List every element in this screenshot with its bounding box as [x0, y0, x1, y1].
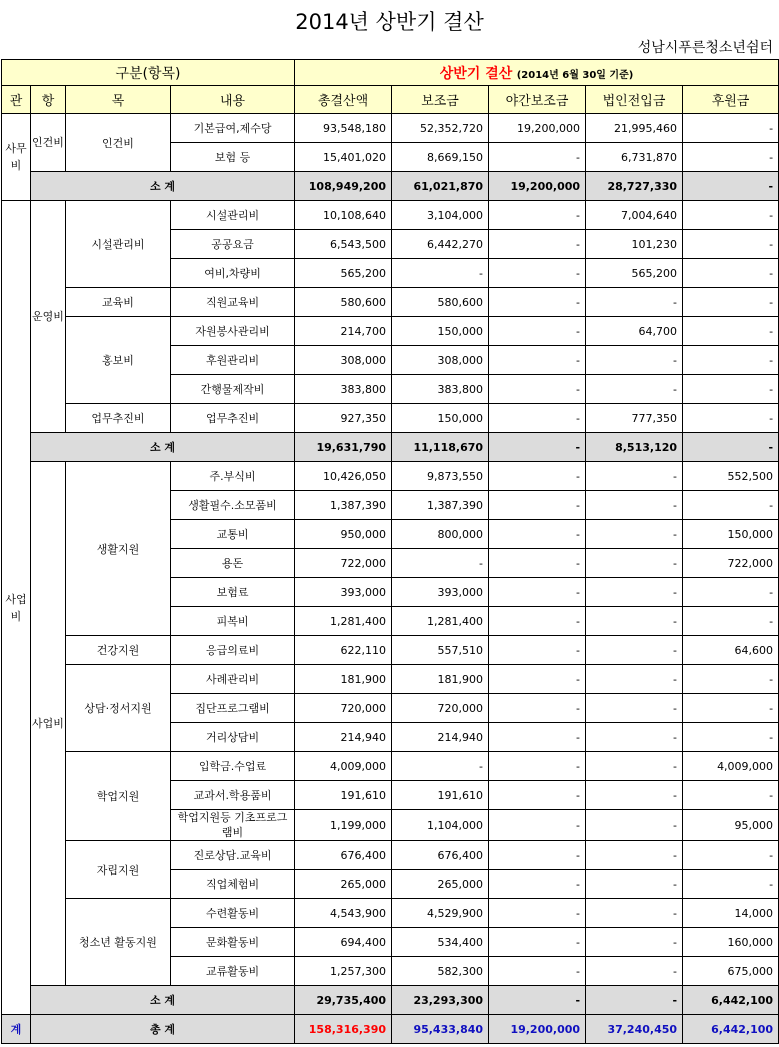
settlement-label: 상반기 결산 — [439, 65, 513, 82]
corp-transfer-amount: - — [586, 752, 683, 781]
item-name: 집단프로그램비 — [171, 694, 295, 723]
subsidy-amount: 1,387,390 — [392, 491, 489, 520]
night-subsidy-amount: - — [489, 752, 586, 781]
mok-health: 건강지원 — [66, 636, 171, 665]
mok-facility: 시설관리비 — [66, 201, 171, 288]
grand-subsidy-amount: 95,433,840 — [392, 1015, 489, 1044]
total-amount: 580,600 — [295, 288, 392, 317]
subsidy-amount: 1,281,400 — [392, 607, 489, 636]
item-name: 보험료 — [171, 578, 295, 607]
total-amount: 29,735,400 — [295, 986, 392, 1015]
section-office: 사무비 — [2, 114, 31, 201]
donation-amount: - — [683, 781, 779, 810]
donation-amount: - — [683, 694, 779, 723]
grand-total-gwan: 계 — [2, 1015, 31, 1044]
total-amount: 15,401,020 — [295, 143, 392, 172]
table-row — [2, 841, 779, 870]
night-subsidy-amount: - — [489, 928, 586, 957]
mok-independence: 자립지원 — [66, 841, 171, 899]
total-amount: 1,257,300 — [295, 957, 392, 986]
table-row — [2, 899, 779, 928]
subsidy-amount: 9,873,550 — [392, 462, 489, 491]
corp-transfer-amount: 101,230 — [586, 230, 683, 259]
table-row — [2, 288, 779, 317]
table-row — [2, 201, 779, 230]
corp-transfer-amount: - — [586, 607, 683, 636]
table-row — [2, 665, 779, 694]
corp-transfer-amount: - — [586, 694, 683, 723]
total-amount: 10,426,050 — [295, 462, 392, 491]
donation-amount: - — [683, 491, 779, 520]
subsidy-amount: - — [392, 752, 489, 781]
subsidy-amount: 61,021,870 — [392, 172, 489, 201]
donation-amount: - — [683, 201, 779, 230]
night-subsidy-amount: - — [489, 259, 586, 288]
grand-night-subsidy-amount: 19,200,000 — [489, 1015, 586, 1044]
subtotal-label: 소 계 — [31, 433, 295, 462]
corp-transfer-amount: - — [586, 462, 683, 491]
section-project: 사업비 — [2, 201, 31, 1015]
item-name: 사례관리비 — [171, 665, 295, 694]
corp-transfer-amount: - — [586, 491, 683, 520]
night-subsidy-amount: - — [489, 230, 586, 259]
donation-amount: - — [683, 870, 779, 899]
night-subsidy-amount: - — [489, 665, 586, 694]
item-name: 보험 등 — [171, 143, 295, 172]
total-amount: 108,949,200 — [295, 172, 392, 201]
mok-education: 교육비 — [66, 288, 171, 317]
total-amount: 6,543,500 — [295, 230, 392, 259]
total-amount: 4,009,000 — [295, 752, 392, 781]
donation-amount: 14,000 — [683, 899, 779, 928]
corp-transfer-amount: 6,731,870 — [586, 143, 683, 172]
total-amount: 565,200 — [295, 259, 392, 288]
subsidy-amount: 720,000 — [392, 694, 489, 723]
item-name: 문화활동비 — [171, 928, 295, 957]
subsidy-amount: 582,300 — [392, 957, 489, 986]
subsidy-amount: 3,104,000 — [392, 201, 489, 230]
total-amount: 214,940 — [295, 723, 392, 752]
night-subsidy-amount: - — [489, 723, 586, 752]
corp-transfer-amount: - — [586, 957, 683, 986]
corp-transfer-amount: 64,700 — [586, 317, 683, 346]
subsidy-amount: 393,000 — [392, 578, 489, 607]
night-subsidy-amount: - — [489, 346, 586, 375]
mok-personnel: 인건비 — [66, 114, 171, 172]
item-name: 교과서.학용품비 — [171, 781, 295, 810]
donation-amount: - — [683, 288, 779, 317]
subtotal-row — [2, 986, 779, 1015]
corp-transfer-amount: - — [586, 665, 683, 694]
night-subsidy-amount: - — [489, 841, 586, 870]
subsidy-amount: 150,000 — [392, 404, 489, 433]
donation-amount: 552,500 — [683, 462, 779, 491]
night-subsidy-amount: - — [489, 607, 586, 636]
donation-amount: - — [683, 230, 779, 259]
total-amount: 927,350 — [295, 404, 392, 433]
page-title: 2014년 상반기 결산 — [295, 10, 484, 34]
settlement-basis: (2014년 6월 30일 기준) — [516, 69, 634, 81]
total-amount: 10,108,640 — [295, 201, 392, 230]
total-amount: 722,000 — [295, 549, 392, 578]
night-subsidy-amount: - — [489, 549, 586, 578]
corp-transfer-amount: - — [586, 346, 683, 375]
item-name: 진로상담.교육비 — [171, 841, 295, 870]
night-subsidy-amount: - — [489, 694, 586, 723]
night-subsidy-amount: - — [489, 433, 586, 462]
night-subsidy-amount: - — [489, 143, 586, 172]
corp-transfer-amount: 7,004,640 — [586, 201, 683, 230]
night-subsidy-amount: - — [489, 375, 586, 404]
item-name: 응급의료비 — [171, 636, 295, 665]
subsidy-amount: 23,293,300 — [392, 986, 489, 1015]
col-corp-transfer-header: 법인전입금 — [586, 86, 683, 114]
col-subsidy-header: 보조금 — [392, 86, 489, 114]
subtotal-row — [2, 172, 779, 201]
donation-amount: 4,009,000 — [683, 752, 779, 781]
hang-personnel: 인건비 — [31, 114, 66, 172]
item-name: 주.부식비 — [171, 462, 295, 491]
corp-transfer-amount: - — [586, 549, 683, 578]
mok-study: 학업지원 — [66, 752, 171, 841]
settlement-header — [295, 60, 779, 86]
corp-transfer-amount: - — [586, 899, 683, 928]
donation-amount: 150,000 — [683, 520, 779, 549]
total-amount: 265,000 — [295, 870, 392, 899]
item-name: 직업체험비 — [171, 870, 295, 899]
night-subsidy-amount: - — [489, 288, 586, 317]
organization-name: 성남시푸른청소년쉼터 — [637, 40, 773, 56]
mok-business: 업무추진비 — [66, 404, 171, 433]
total-amount: 1,199,000 — [295, 810, 392, 841]
corp-transfer-amount: 777,350 — [586, 404, 683, 433]
item-name: 용돈 — [171, 549, 295, 578]
corp-transfer-amount: - — [586, 781, 683, 810]
grand-total-label: 총 계 — [31, 1015, 295, 1044]
total-amount: 1,281,400 — [295, 607, 392, 636]
table-row — [2, 752, 779, 781]
item-name: 교류활동비 — [171, 957, 295, 986]
total-amount: 181,900 — [295, 665, 392, 694]
grand-total-amount: 158,316,390 — [295, 1015, 392, 1044]
donation-amount: - — [683, 665, 779, 694]
settlement-table — [1, 59, 779, 1044]
corp-transfer-amount: - — [586, 288, 683, 317]
corp-transfer-amount: 565,200 — [586, 259, 683, 288]
col-night-subsidy-header: 야간보조금 — [489, 86, 586, 114]
subsidy-amount: 1,104,000 — [392, 810, 489, 841]
item-name: 업무추진비 — [171, 404, 295, 433]
subsidy-amount: 191,610 — [392, 781, 489, 810]
total-amount: 720,000 — [295, 694, 392, 723]
donation-amount: - — [683, 375, 779, 404]
subsidy-amount: 4,529,900 — [392, 899, 489, 928]
corp-transfer-amount: - — [586, 578, 683, 607]
header-row-group — [2, 60, 779, 86]
night-subsidy-amount: - — [489, 520, 586, 549]
night-subsidy-amount: 19,200,000 — [489, 172, 586, 201]
table-row — [2, 636, 779, 665]
donation-amount: 95,000 — [683, 810, 779, 841]
col-hang-header: 항 — [31, 86, 66, 114]
col-donation-header: 후원금 — [683, 86, 779, 114]
grand-total-row — [2, 1015, 779, 1044]
grand-corp-transfer-amount: 37,240,450 — [586, 1015, 683, 1044]
col-mok-header: 목 — [66, 86, 171, 114]
mok-promotion: 홍보비 — [66, 317, 171, 404]
subsidy-amount: 214,940 — [392, 723, 489, 752]
item-name: 시설관리비 — [171, 201, 295, 230]
subsidy-amount: 181,900 — [392, 665, 489, 694]
subsidy-amount: 11,118,670 — [392, 433, 489, 462]
corp-transfer-amount: - — [586, 723, 683, 752]
subsidy-amount: 265,000 — [392, 870, 489, 899]
donation-amount: - — [683, 404, 779, 433]
corp-transfer-amount: - — [586, 810, 683, 841]
item-name: 후원관리비 — [171, 346, 295, 375]
night-subsidy-amount: - — [489, 636, 586, 665]
corp-transfer-amount: - — [586, 870, 683, 899]
col-gwan-header: 관 — [2, 86, 31, 114]
corp-transfer-amount: - — [586, 986, 683, 1015]
subsidy-amount: 676,400 — [392, 841, 489, 870]
night-subsidy-amount: - — [489, 491, 586, 520]
table-row — [2, 114, 779, 143]
total-amount: 19,631,790 — [295, 433, 392, 462]
grand-donation-amount: 6,442,100 — [683, 1015, 779, 1044]
total-amount: 4,543,900 — [295, 899, 392, 928]
subsidy-amount: 308,000 — [392, 346, 489, 375]
donation-amount: - — [683, 114, 779, 143]
col-total-header: 총결산액 — [295, 86, 392, 114]
hang-operation: 운영비 — [31, 201, 66, 433]
donation-amount: 6,442,100 — [683, 986, 779, 1015]
corp-transfer-amount: 28,727,330 — [586, 172, 683, 201]
item-name: 입학금.수업료 — [171, 752, 295, 781]
night-subsidy-amount: - — [489, 870, 586, 899]
total-amount: 191,610 — [295, 781, 392, 810]
mok-counseling: 상담·정서지원 — [66, 665, 171, 752]
item-name: 직원교육비 — [171, 288, 295, 317]
donation-amount: 160,000 — [683, 928, 779, 957]
donation-amount: 675,000 — [683, 957, 779, 986]
corp-transfer-amount: - — [586, 928, 683, 957]
donation-amount: - — [683, 723, 779, 752]
corp-transfer-amount: 21,995,460 — [586, 114, 683, 143]
table-row — [2, 404, 779, 433]
col-content-header: 내용 — [171, 86, 295, 114]
donation-amount: - — [683, 143, 779, 172]
donation-amount: 722,000 — [683, 549, 779, 578]
item-name: 학업지원등 기초프로그램비 — [171, 810, 295, 841]
subsidy-amount: 150,000 — [392, 317, 489, 346]
subsidy-amount: 6,442,270 — [392, 230, 489, 259]
item-name: 여비,차량비 — [171, 259, 295, 288]
night-subsidy-amount: - — [489, 986, 586, 1015]
night-subsidy-amount: 19,200,000 — [489, 114, 586, 143]
corp-transfer-amount: - — [586, 841, 683, 870]
subsidy-amount: 800,000 — [392, 520, 489, 549]
subsidy-amount: - — [392, 259, 489, 288]
night-subsidy-amount: - — [489, 899, 586, 928]
subtotal-row — [2, 433, 779, 462]
item-name: 수련활동비 — [171, 899, 295, 928]
donation-amount: - — [683, 578, 779, 607]
mok-youth-activity: 청소년 활동지원 — [66, 899, 171, 986]
item-name: 간행물제작비 — [171, 375, 295, 404]
donation-amount: 64,600 — [683, 636, 779, 665]
category-group-header: 구분(항목) — [2, 60, 295, 86]
subsidy-amount: 580,600 — [392, 288, 489, 317]
total-amount: 93,548,180 — [295, 114, 392, 143]
total-amount: 214,700 — [295, 317, 392, 346]
total-amount: 393,000 — [295, 578, 392, 607]
subsidy-amount: 8,669,150 — [392, 143, 489, 172]
total-amount: 308,000 — [295, 346, 392, 375]
total-amount: 676,400 — [295, 841, 392, 870]
item-name: 생활필수.소모품비 — [171, 491, 295, 520]
header-row-columns — [2, 86, 779, 114]
night-subsidy-amount: - — [489, 462, 586, 491]
donation-amount: - — [683, 259, 779, 288]
night-subsidy-amount: - — [489, 810, 586, 841]
donation-amount: - — [683, 433, 779, 462]
table-row — [2, 317, 779, 346]
subsidy-amount: 557,510 — [392, 636, 489, 665]
item-name: 공공요금 — [171, 230, 295, 259]
corp-transfer-amount: - — [586, 520, 683, 549]
item-name: 자원봉사관리비 — [171, 317, 295, 346]
item-name: 거리상담비 — [171, 723, 295, 752]
total-amount: 383,800 — [295, 375, 392, 404]
subsidy-amount: 52,352,720 — [392, 114, 489, 143]
total-amount: 950,000 — [295, 520, 392, 549]
donation-amount: - — [683, 841, 779, 870]
table-row — [2, 462, 779, 491]
donation-amount: - — [683, 607, 779, 636]
subsidy-amount: 383,800 — [392, 375, 489, 404]
donation-amount: - — [683, 317, 779, 346]
total-amount: 622,110 — [295, 636, 392, 665]
item-name: 기본급여,제수당 — [171, 114, 295, 143]
corp-transfer-amount: - — [586, 636, 683, 665]
night-subsidy-amount: - — [489, 317, 586, 346]
hang-project: 사업비 — [31, 462, 66, 986]
night-subsidy-amount: - — [489, 578, 586, 607]
night-subsidy-amount: - — [489, 201, 586, 230]
donation-amount: - — [683, 172, 779, 201]
subtotal-label: 소 계 — [31, 986, 295, 1015]
corp-transfer-amount: - — [586, 375, 683, 404]
subtotal-label: 소 계 — [31, 172, 295, 201]
item-name: 교통비 — [171, 520, 295, 549]
night-subsidy-amount: - — [489, 957, 586, 986]
night-subsidy-amount: - — [489, 781, 586, 810]
night-subsidy-amount: - — [489, 404, 586, 433]
item-name: 피복비 — [171, 607, 295, 636]
corp-transfer-amount: 8,513,120 — [586, 433, 683, 462]
mok-living: 생활지원 — [66, 462, 171, 636]
total-amount: 694,400 — [295, 928, 392, 957]
total-amount: 1,387,390 — [295, 491, 392, 520]
subsidy-amount: - — [392, 549, 489, 578]
subsidy-amount: 534,400 — [392, 928, 489, 957]
donation-amount: - — [683, 346, 779, 375]
